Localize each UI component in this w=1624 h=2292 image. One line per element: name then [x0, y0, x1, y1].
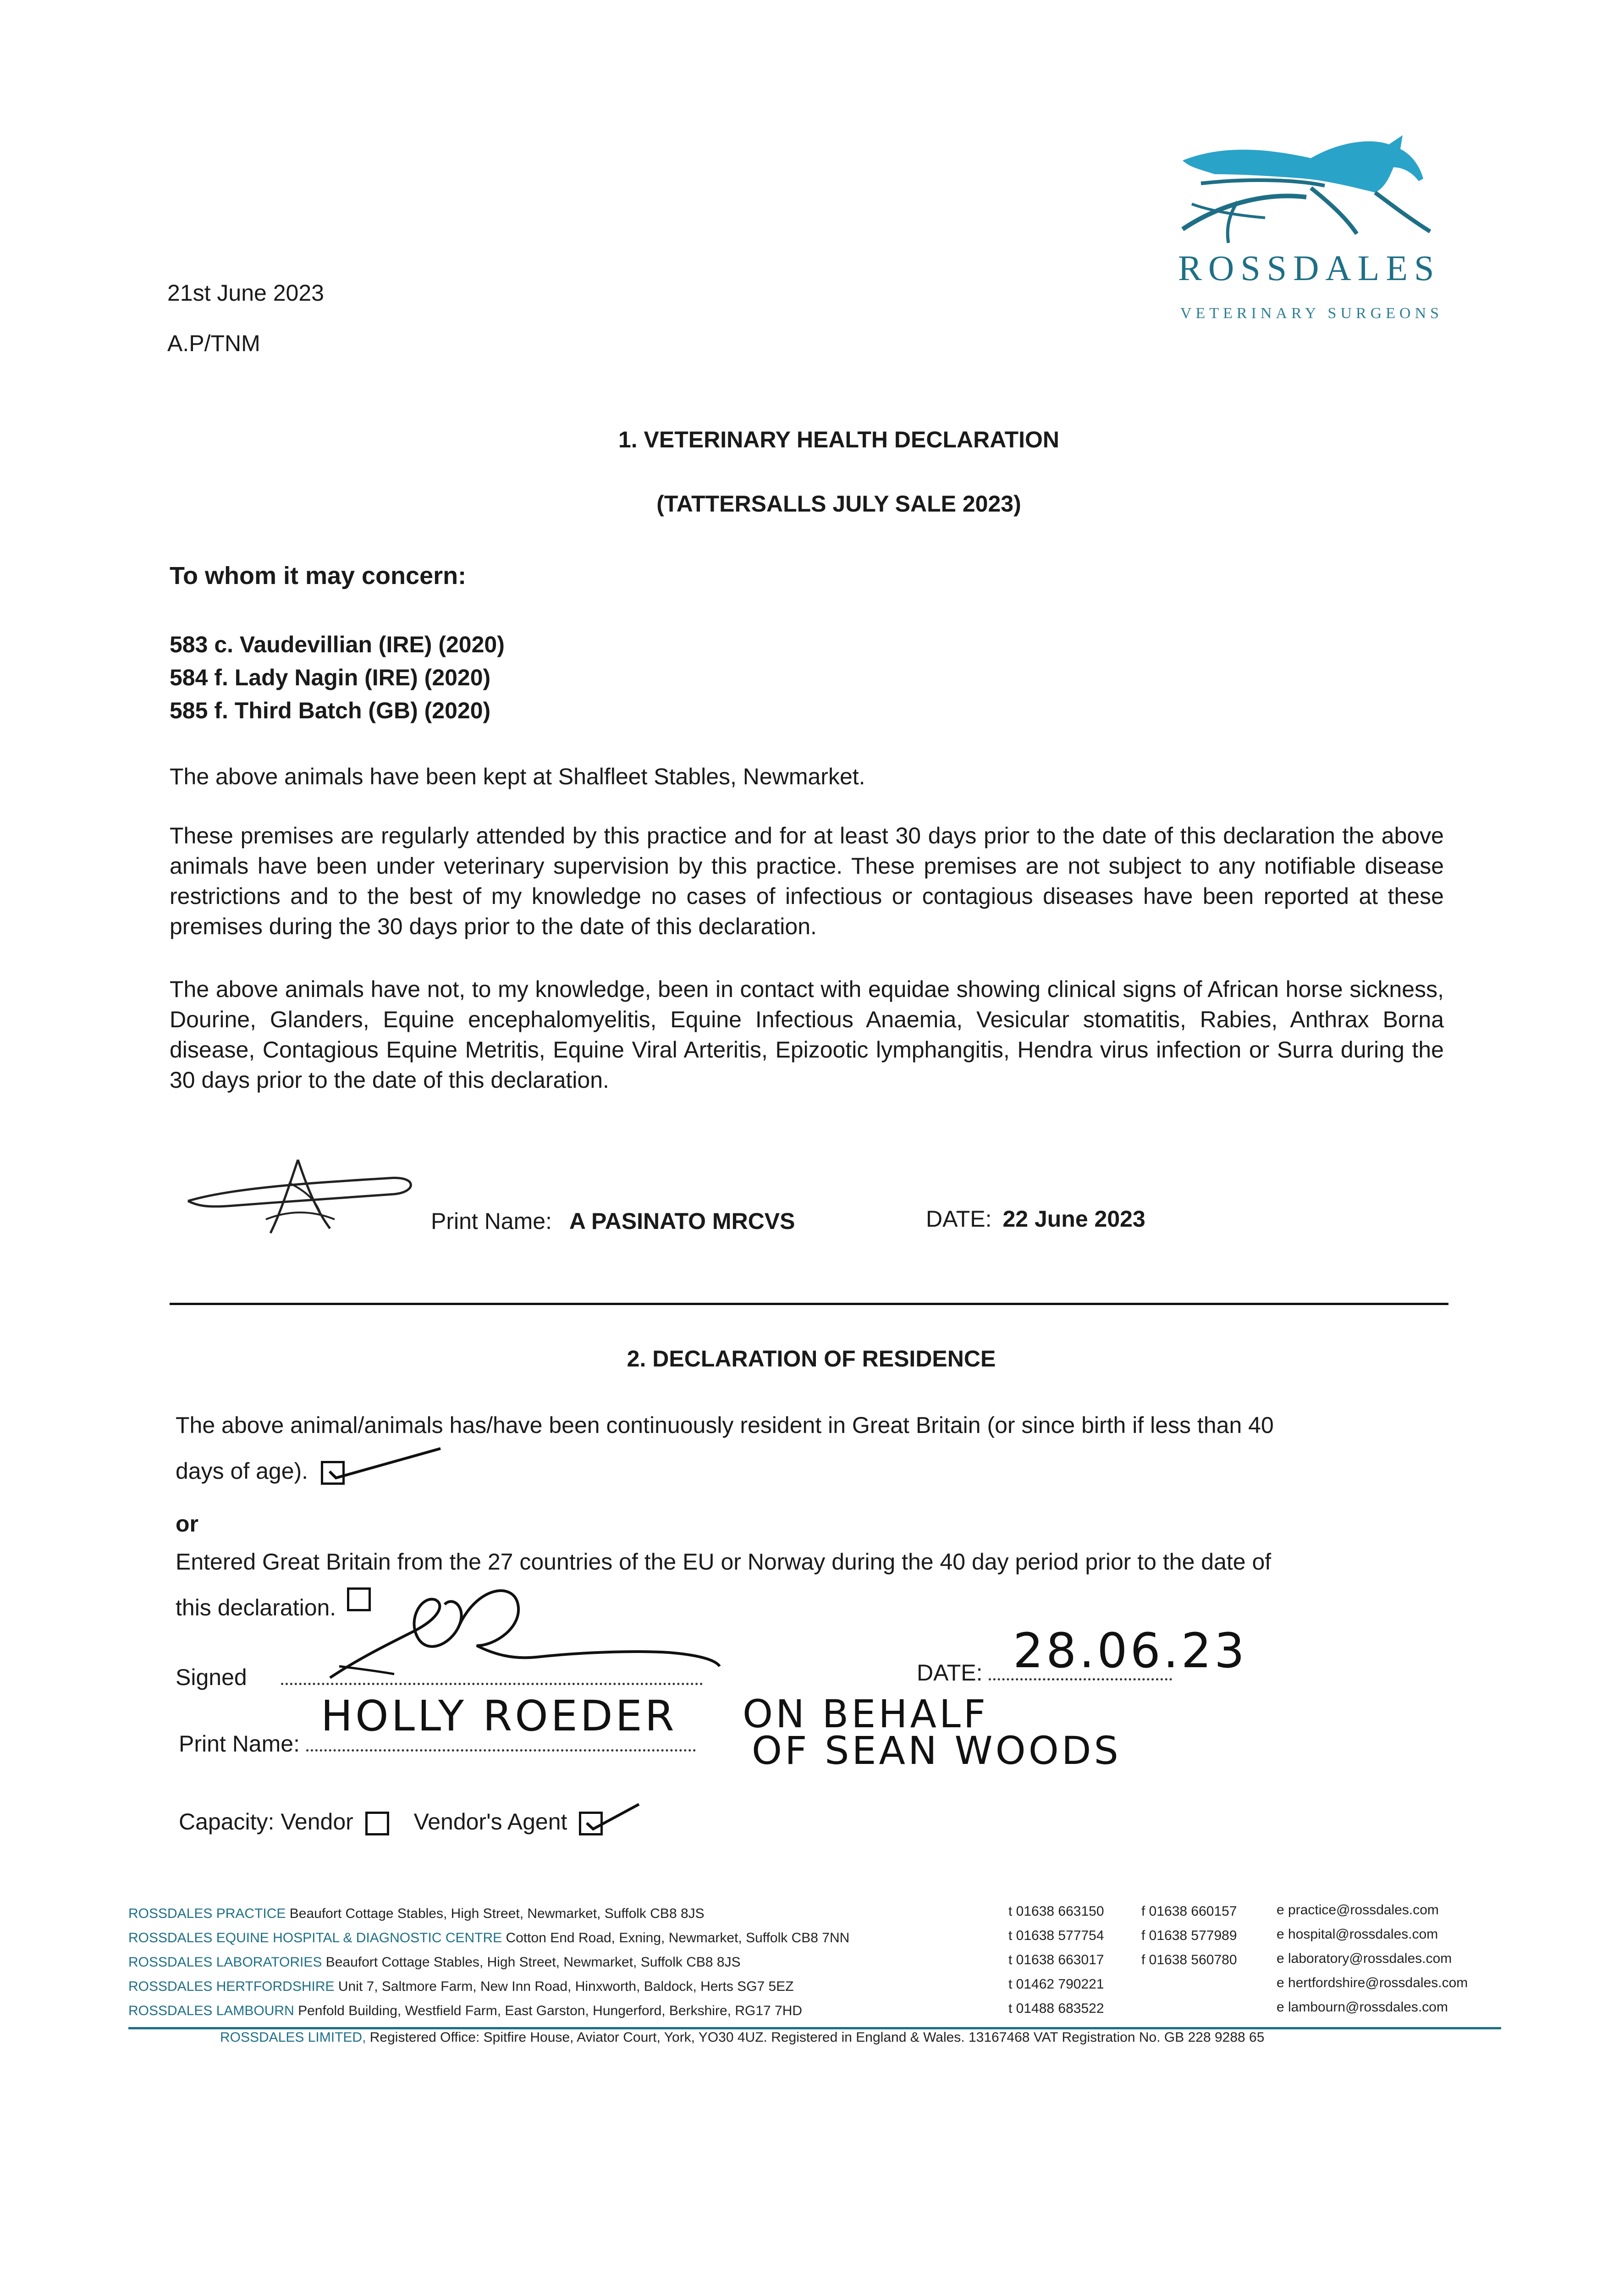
footer-email[interactable]: e hospital@rossdales.com: [1277, 1927, 1438, 1942]
logo-name: ROSSDALES: [1178, 248, 1441, 288]
capacity-label: Capacity: Vendor: [179, 1809, 353, 1835]
section1-title: 1. VETERINARY HEALTH DECLARATION: [618, 427, 1060, 452]
agent-date-label: DATE:: [917, 1660, 983, 1686]
vet-print-name: [431, 1208, 795, 1234]
footer-emails: [1277, 1898, 1468, 2019]
agent-print-name-field[interactable]: [306, 1740, 696, 1752]
section2-title: 2. DECLARATION OF RESIDENCE: [627, 1346, 996, 1372]
footer-fax: f 01638 560780: [1141, 1952, 1237, 1967]
option2-text: this declaration.: [176, 1595, 336, 1620]
footer-tel: t 01462 790221: [1008, 1977, 1104, 1992]
check-mark-icon: [326, 1445, 445, 1482]
footer-address-row: ROSSDALES EQUINE HOSPITAL & DIAGNOSTIC CENTRE Cotton End Road, Exning, Newmarket, Suffolk CB8 7NN: [128, 1930, 850, 1945]
footer-tel: t 01638 577754: [1008, 1928, 1104, 1943]
agent-date-value: 28.06.23: [1013, 1623, 1248, 1679]
residence-option2-line1: Entered Great Britain from the 27 countries of the EU or Norway during the 40 day period prior to the date of: [176, 1549, 1272, 1575]
letter-date: 21st June 2023: [167, 280, 324, 306]
footer-address-row: ROSSDALES HERTFORDSHIRE Unit 7, Saltmore Farm, New Inn Road, Hinxworth, Baldock, Herts SG7 5EZ: [128, 1979, 794, 1994]
animal-item: 583 c. Vaudevillian (IRE) (2020): [170, 632, 505, 657]
footer-telephones: [1008, 1899, 1104, 2021]
capacity-row: [179, 1808, 603, 1835]
premises-paragraph: The above animals have been kept at Shalfleet Stables, Newmarket.: [170, 764, 865, 789]
footer-addresses: [128, 1901, 999, 2023]
horse-logo-icon: [1173, 124, 1448, 261]
check-mark-icon: [584, 1802, 644, 1835]
logo: [1173, 124, 1448, 335]
date-label: DATE:: [926, 1206, 992, 1232]
residence-option1-line1: The above animal/animals has/have been continuously resident in Great Britain (or since birth if less than 40: [176, 1412, 1274, 1438]
signed-label: Signed: [176, 1664, 247, 1690]
option1-text: days of age).: [176, 1458, 308, 1484]
footer-email[interactable]: e practice@rossdales.com: [1277, 1902, 1439, 1917]
agent-print-name-value: HOLLY ROEDER: [321, 1691, 677, 1741]
footer-registered: ROSSDALES LIMITED, Registered Office: Spitfire House, Aviator Court, York, YO30 4UZ. Registered in England & Wales. 13167468 VAT Registration No. GB 228 9288 65: [220, 2030, 1265, 2045]
vet-date: [926, 1206, 1145, 1232]
footer-tel: t 01638 663150: [1008, 1904, 1104, 1919]
date-value: 22 June 2023: [1002, 1206, 1145, 1232]
footer-tel: t 01488 683522: [1008, 2001, 1104, 2016]
animal-list: [170, 628, 505, 727]
resident-checkbox[interactable]: [321, 1461, 345, 1485]
animal-item: 585 f. Third Batch (GB) (2020): [170, 698, 491, 723]
vendor-agent-label: Vendor's Agent: [413, 1809, 567, 1835]
agent-print-name-label: Print Name:: [179, 1731, 300, 1757]
vendor-checkbox[interactable]: [365, 1812, 389, 1835]
footer-email[interactable]: e lambourn@rossdales.com: [1277, 2000, 1448, 2015]
logo-subtitle: VETERINARY SURGEONS: [1180, 305, 1443, 322]
agent-signature: [321, 1577, 733, 1691]
animal-item: 584 f. Lady Nagin (IRE) (2020): [170, 665, 491, 690]
footer-email[interactable]: e laboratory@rossdales.com: [1277, 1951, 1452, 1966]
print-name-value: A PASINATO MRCVS: [569, 1208, 795, 1234]
letter-reference: A.P/TNM: [167, 331, 260, 356]
footer-fax: f 01638 660157: [1141, 1904, 1237, 1919]
section1-subtitle: (TATTERSALLS JULY SALE 2023): [656, 491, 1021, 517]
on-behalf-line1: ON BEHALF: [743, 1691, 989, 1736]
vendor-agent-checkbox[interactable]: [579, 1812, 603, 1835]
footer-address-row: ROSSDALES PRACTICE Beaufort Cottage Stables, High Street, Newmarket, Suffolk CB8 8JS: [128, 1906, 705, 1921]
vet-signature: [179, 1151, 435, 1242]
section-divider: [170, 1303, 1448, 1305]
footer-fax: f 01638 577989: [1141, 1928, 1237, 1943]
salutation: To whom it may concern:: [170, 562, 467, 590]
on-behalf-line2: OF SEAN WOODS: [752, 1728, 1121, 1773]
footer-address-row: ROSSDALES LAMBOURN Penfold Building, Westfield Farm, East Garston, Hungerford, Berkshire, RG17 7HD: [128, 2003, 803, 2018]
print-name-label: Print Name:: [431, 1208, 552, 1234]
footer-email[interactable]: e hertfordshire@rossdales.com: [1277, 1975, 1468, 1990]
footer-faxes: [1141, 1899, 1237, 1972]
residence-option1-line2: [176, 1458, 345, 1485]
footer-tel: t 01638 663017: [1008, 1952, 1104, 1967]
supervision-paragraph: These premises are regularly attended by this practice and for at least 30 days prior to the date of this declaration the above animals have been under veterinary supervision by this practice. These premises are not subject to any notifiable disease restrictions and to the best of my knowledge no cases of infectious or contagious diseases have been reported at these premises during the 30 days prior to the date of this declaration.: [170, 823, 1444, 939]
or-label: or: [176, 1511, 198, 1537]
footer-address-row: ROSSDALES LABORATORIES Beaufort Cottage Stables, High Street, Newmarket, Suffolk CB8 8JS: [128, 1955, 741, 1970]
disease-paragraph: The above animals have not, to my knowledge, been in contact with equidae showing clinical signs of African horse sickness, Dourine, Glanders, Equine encephalomyelitis, Equine Infectious Anaemia, Vesicular stomatitis, Rabies, Anthrax Borna disease, Contagious Equine Metritis, Equine Viral Arteritis, Epizootic lymphangitis, Hendra virus infection or Surra during the 30 days prior to the date of this declaration.: [170, 976, 1444, 1093]
